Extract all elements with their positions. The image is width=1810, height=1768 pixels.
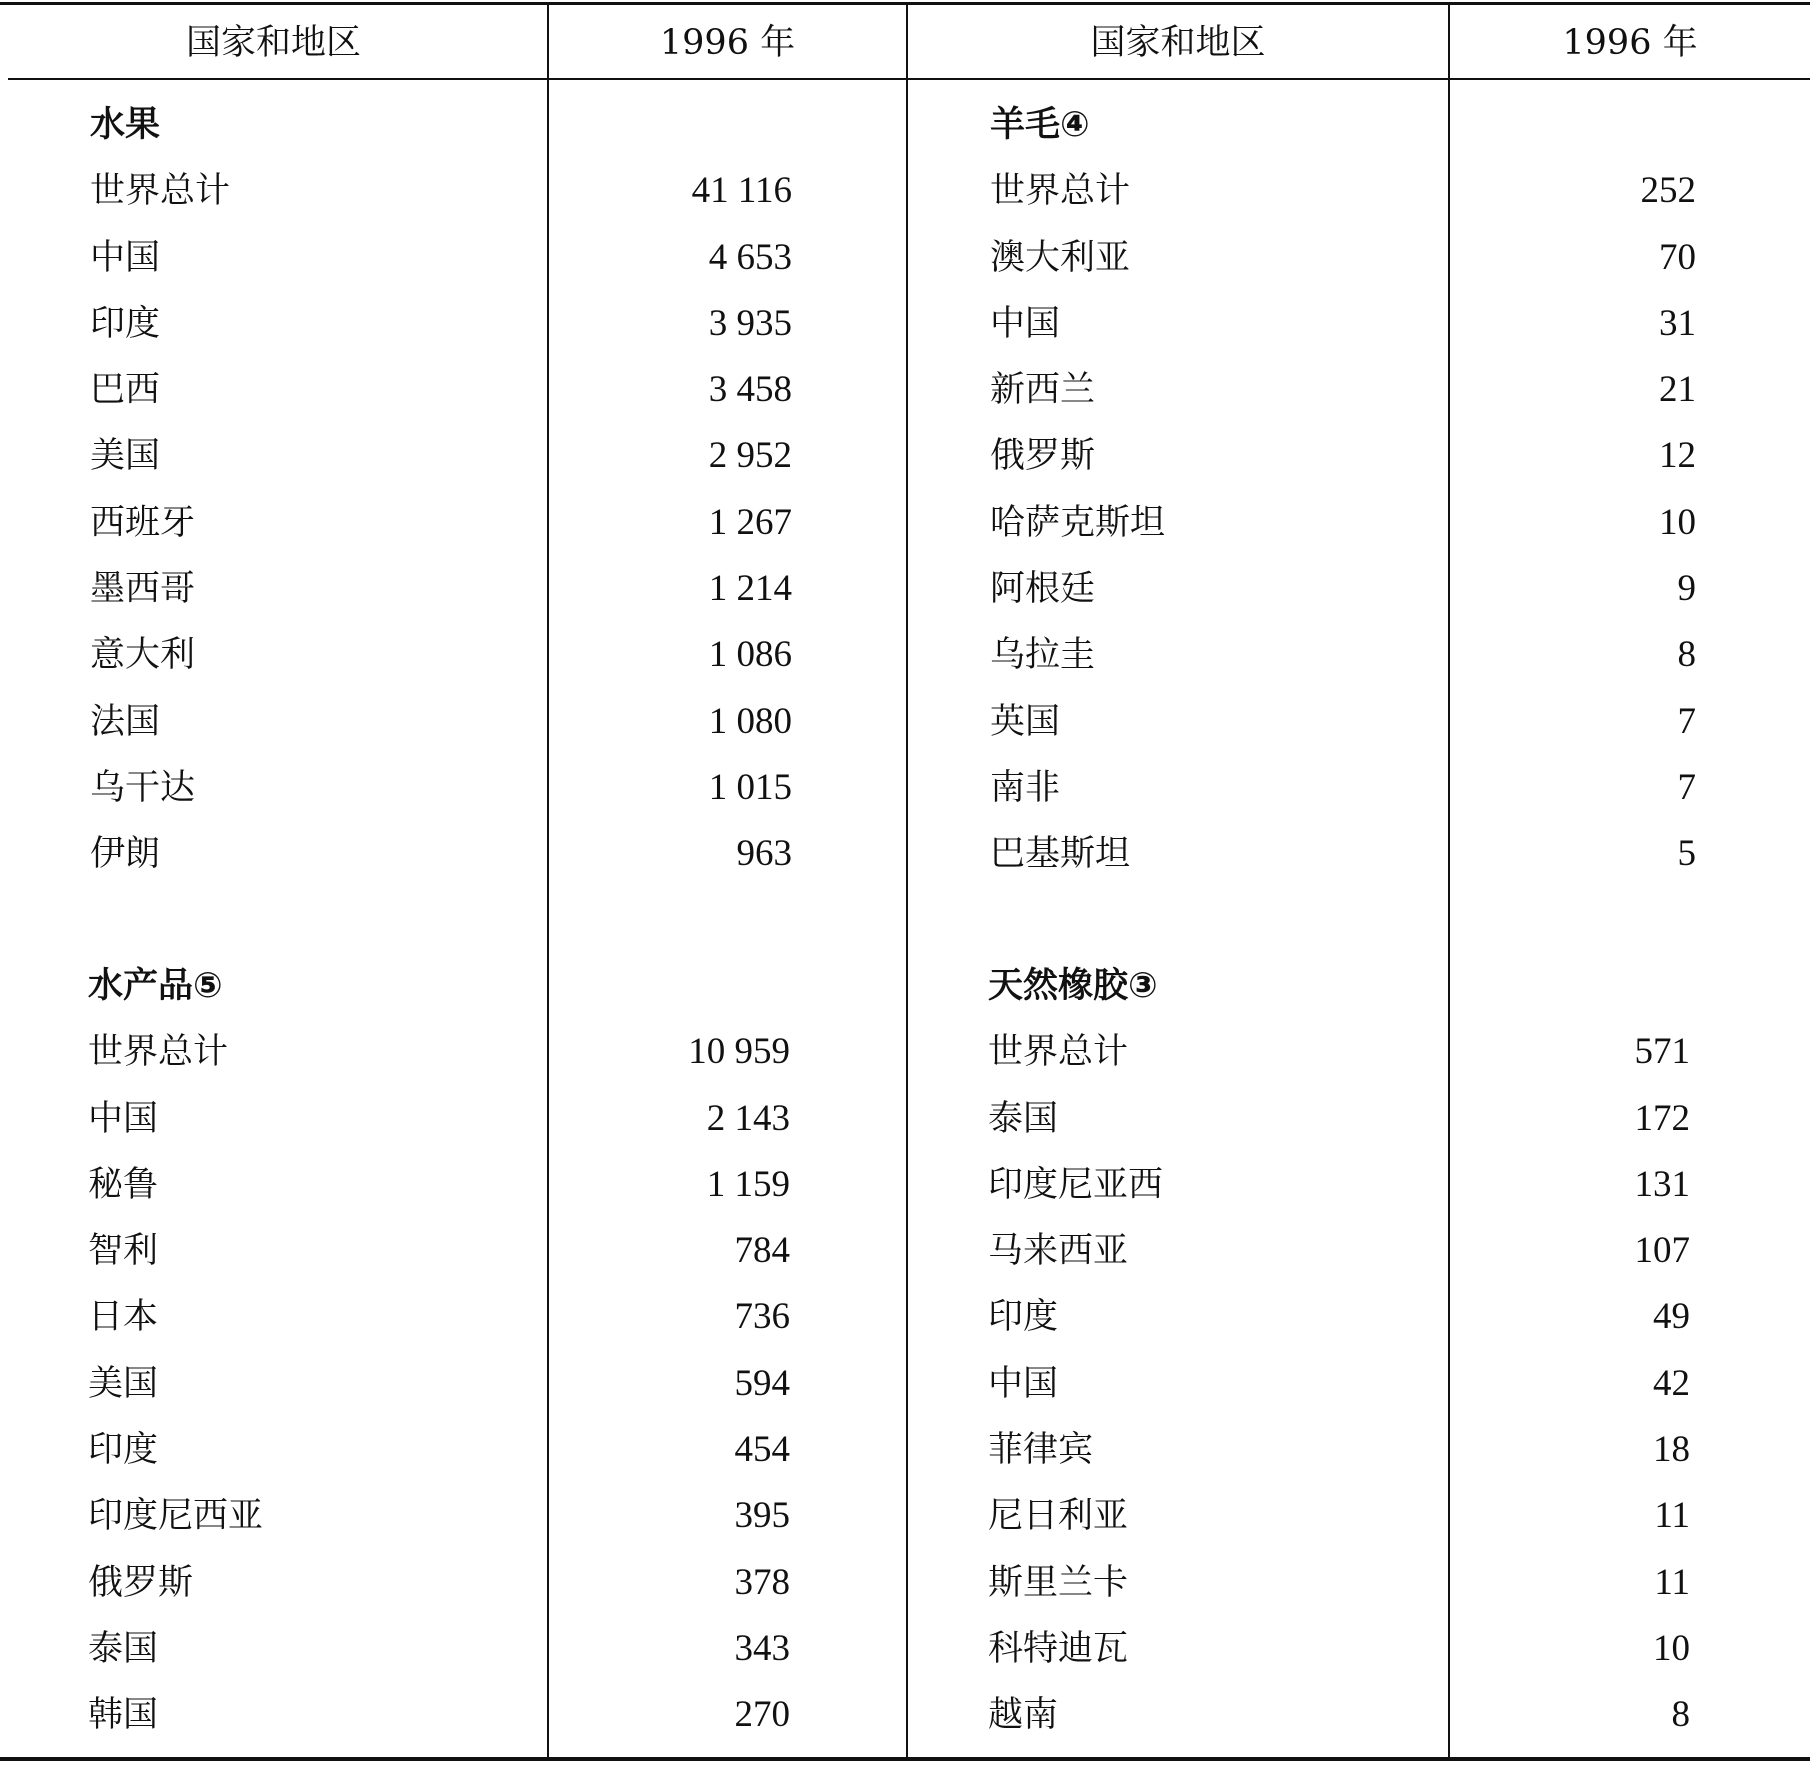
value-1996: 70 (1659, 236, 1696, 278)
table-row (90, 225, 792, 291)
table-row (88, 1218, 790, 1284)
region-name: 印度 (90, 303, 161, 344)
region-name: 中国 (990, 303, 1061, 344)
table-row (88, 1284, 790, 1350)
value-1996: 1 159 (706, 1163, 790, 1205)
value-1996: 270 (734, 1694, 790, 1736)
value-1996: 4 653 (708, 236, 792, 278)
region-name: 意大利 (90, 635, 196, 676)
region-name: 伊朗 (90, 834, 161, 875)
value-1996: 1 080 (708, 700, 792, 742)
header-region-right: 国家和地区 (1090, 23, 1266, 63)
region-name: 世界总计 (990, 171, 1131, 212)
value-1996: 963 (736, 833, 792, 875)
table-row (90, 755, 792, 821)
value-1996: 5 (1677, 833, 1696, 875)
value-1996: 3 935 (708, 302, 792, 344)
region-name: 英国 (990, 701, 1061, 742)
value-1996: 1 015 (708, 766, 792, 808)
table-row (90, 622, 792, 688)
region-name: 中国 (90, 237, 161, 278)
region-name: 世界总计 (988, 1032, 1129, 1073)
section-aquatic (88, 953, 790, 1749)
value-1996: 2 952 (708, 435, 792, 477)
value-1996: 454 (734, 1429, 790, 1471)
table-row (90, 490, 792, 556)
region-name: 印度尼西亚 (88, 1496, 264, 1537)
region-name: 法国 (90, 701, 161, 742)
region-name: 阿根廷 (990, 569, 1096, 610)
region-name: 俄罗斯 (990, 436, 1096, 477)
region-name: 印度 (88, 1430, 159, 1471)
section-title: 水产品⑤ (88, 966, 223, 1006)
table-row (88, 1550, 790, 1616)
value-1996: 571 (1634, 1031, 1690, 1073)
section-title-row (90, 92, 792, 158)
section-title: 水果 (90, 105, 161, 145)
value-1996: 42 (1653, 1362, 1690, 1404)
value-1996: 41 116 (691, 170, 792, 212)
table-row (90, 689, 792, 755)
region-name: 南非 (990, 767, 1061, 808)
value-1996: 8 (1671, 1694, 1690, 1736)
value-1996: 49 (1653, 1296, 1690, 1338)
header-region-left: 国家和地区 (185, 23, 361, 63)
value-1996: 1 086 (708, 634, 792, 676)
value-1996: 12 (1659, 435, 1696, 477)
section-wool (990, 92, 1696, 888)
table-row (988, 1284, 1690, 1350)
value-1996: 131 (1634, 1163, 1690, 1205)
value-1996: 252 (1640, 170, 1696, 212)
section-title-row (88, 953, 790, 1019)
table-row (88, 1351, 790, 1417)
table-row (90, 423, 792, 489)
table-row (88, 1616, 790, 1682)
region-name: 美国 (88, 1363, 159, 1404)
value-1996: 31 (1659, 302, 1696, 344)
table-row (88, 1682, 790, 1748)
region-name: 韩国 (88, 1695, 159, 1736)
value-1996: 2 143 (706, 1097, 790, 1139)
table-row (990, 622, 1696, 688)
value-1996: 18 (1653, 1429, 1690, 1471)
value-1996: 11 (1654, 1561, 1690, 1603)
table-row (990, 755, 1696, 821)
region-name: 尼日利亚 (988, 1496, 1129, 1537)
section-title-row (988, 953, 1690, 1019)
region-name: 哈萨克斯坦 (990, 502, 1166, 543)
table-row (90, 821, 792, 887)
table-row (90, 291, 792, 357)
region-name: 巴西 (90, 370, 161, 411)
table-row (90, 158, 792, 224)
table-row (990, 423, 1696, 489)
region-name: 日本 (88, 1297, 159, 1338)
table-row (990, 225, 1696, 291)
table-bottom-rule (0, 1757, 1810, 1761)
region-name: 世界总计 (88, 1032, 229, 1073)
region-name: 越南 (988, 1695, 1059, 1736)
region-name: 秘鲁 (88, 1164, 159, 1205)
region-name: 世界总计 (90, 171, 231, 212)
table-row (988, 1483, 1690, 1549)
region-name: 马来西亚 (988, 1231, 1129, 1272)
value-1996: 9 (1677, 568, 1696, 610)
value-1996: 172 (1634, 1097, 1690, 1139)
table-row (88, 1152, 790, 1218)
table-row (990, 357, 1696, 423)
value-1996: 107 (1634, 1230, 1690, 1272)
value-1996: 21 (1659, 369, 1696, 411)
region-name: 科特迪瓦 (988, 1628, 1129, 1669)
region-name: 斯里兰卡 (988, 1562, 1129, 1603)
section-title: 羊毛④ (990, 105, 1090, 145)
region-name: 墨西哥 (90, 569, 196, 610)
table-row (990, 291, 1696, 357)
table-row (988, 1019, 1690, 1085)
value-1996: 8 (1677, 634, 1696, 676)
region-name: 中国 (88, 1098, 159, 1139)
table-row (988, 1616, 1690, 1682)
region-name: 菲律宾 (988, 1430, 1094, 1471)
region-name: 印度尼亚西 (988, 1164, 1164, 1205)
region-name: 乌干达 (90, 767, 196, 808)
table-row (88, 1019, 790, 1085)
section-fruit (90, 92, 792, 888)
value-1996: 736 (734, 1296, 790, 1338)
region-name: 澳大利亚 (990, 237, 1131, 278)
table-row (988, 1550, 1690, 1616)
region-name: 美国 (90, 436, 161, 477)
value-1996: 594 (734, 1362, 790, 1404)
value-1996: 7 (1677, 766, 1696, 808)
value-1996: 7 (1677, 700, 1696, 742)
table-row (88, 1086, 790, 1152)
value-1996: 343 (734, 1627, 790, 1669)
table-row (988, 1218, 1690, 1284)
table-row (88, 1483, 790, 1549)
section-title: 天然橡胶③ (988, 966, 1158, 1006)
table-row (990, 490, 1696, 556)
table-row (988, 1417, 1690, 1483)
region-name: 印度 (988, 1297, 1059, 1338)
value-1996: 378 (734, 1561, 790, 1603)
table-row (88, 1417, 790, 1483)
region-name: 西班牙 (90, 502, 196, 543)
region-name: 智利 (88, 1231, 159, 1272)
value-1996: 1 214 (708, 568, 792, 610)
table-row (90, 556, 792, 622)
region-name: 中国 (988, 1363, 1059, 1404)
table-row (990, 821, 1696, 887)
value-1996: 10 (1659, 501, 1696, 543)
table-row (988, 1682, 1690, 1748)
value-1996: 1 267 (708, 501, 792, 543)
table-row (990, 556, 1696, 622)
value-1996: 10 959 (688, 1031, 790, 1073)
table-row (988, 1086, 1690, 1152)
region-name: 泰国 (88, 1628, 159, 1669)
section-title-row (990, 92, 1696, 158)
value-1996: 10 (1653, 1627, 1690, 1669)
value-1996: 3 458 (708, 369, 792, 411)
region-name: 乌拉圭 (990, 635, 1096, 676)
table-row (90, 357, 792, 423)
region-name: 巴基斯坦 (990, 834, 1131, 875)
table-row (988, 1351, 1690, 1417)
table-row (990, 158, 1696, 224)
table-row (988, 1152, 1690, 1218)
header-year-right: 1996 年 (1562, 23, 1698, 63)
header-year-left: 1996 年 (659, 23, 796, 63)
value-1996: 11 (1654, 1495, 1690, 1537)
region-name: 俄罗斯 (88, 1562, 194, 1603)
value-1996: 395 (734, 1495, 790, 1537)
section-rubber (988, 953, 1690, 1749)
column-divider-2 (906, 5, 908, 1757)
region-name: 新西兰 (990, 370, 1096, 411)
value-1996: 784 (734, 1230, 790, 1272)
table-row (990, 689, 1696, 755)
region-name: 泰国 (988, 1098, 1059, 1139)
